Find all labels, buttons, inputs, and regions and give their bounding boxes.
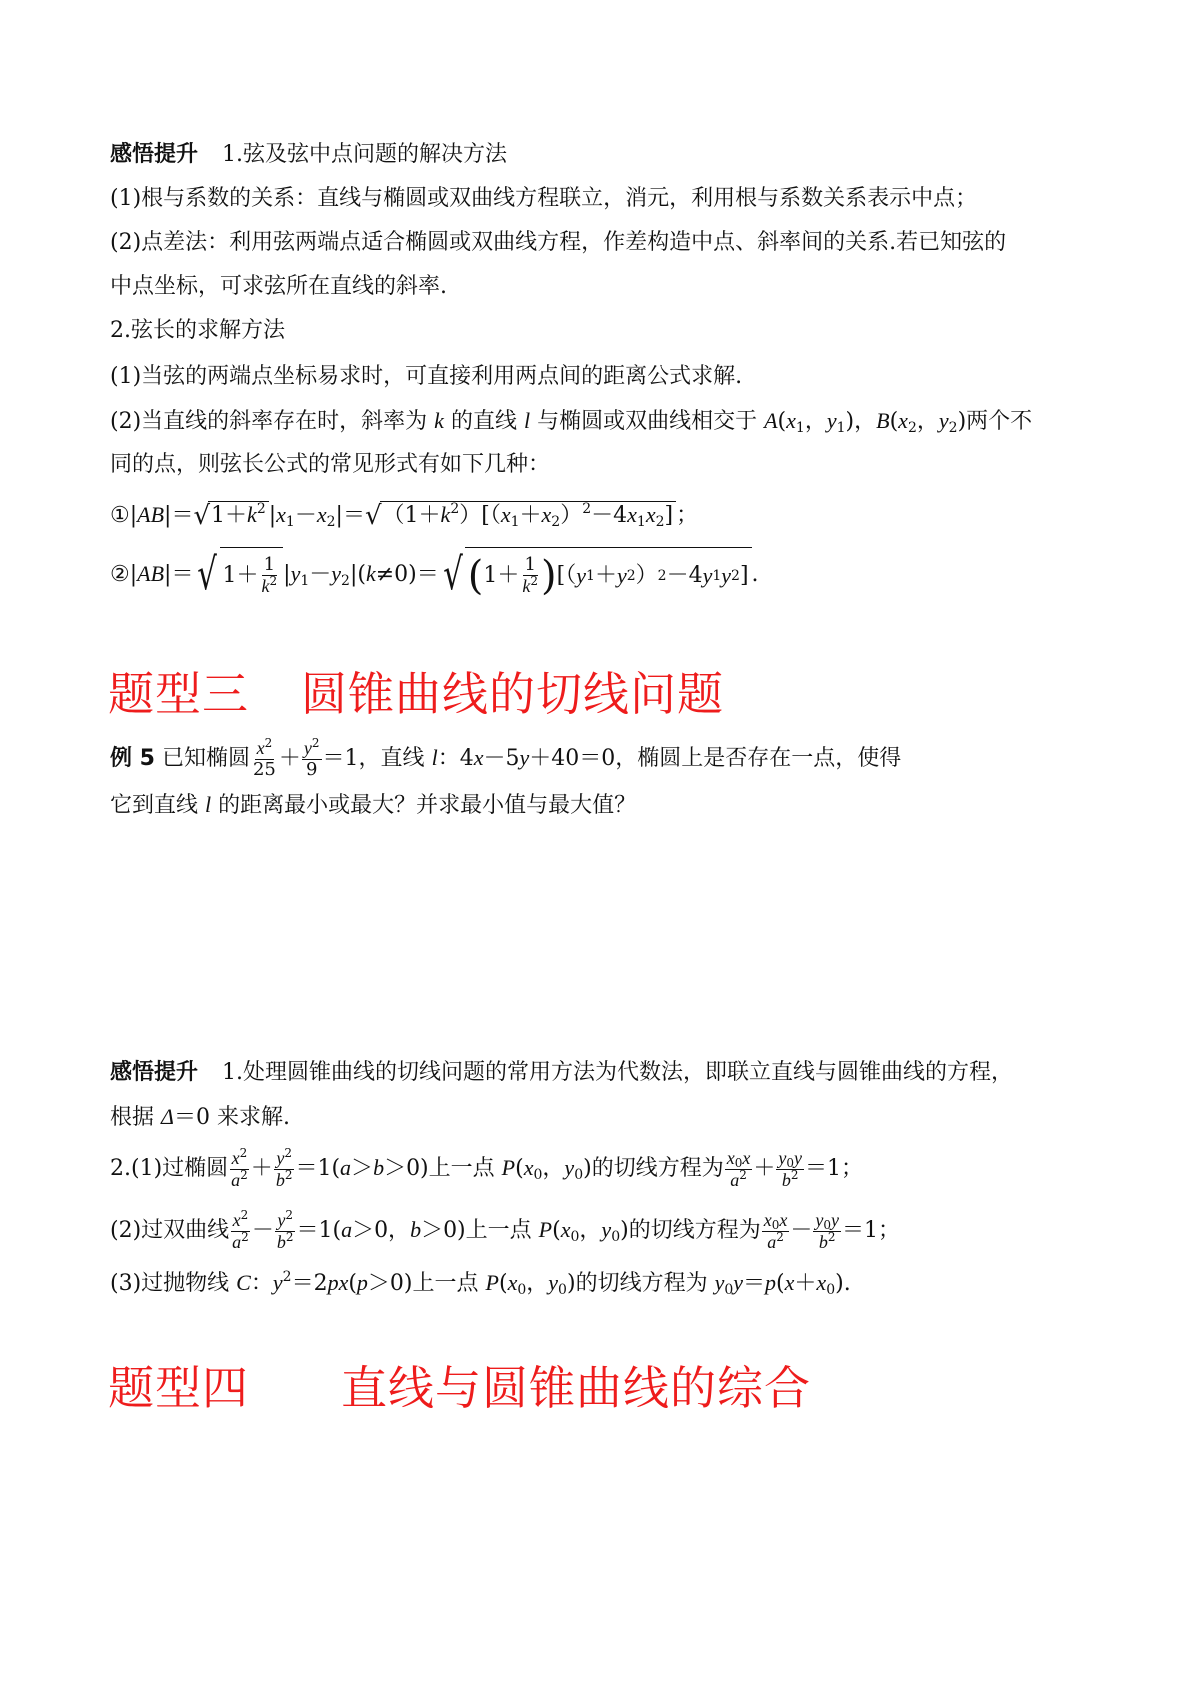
sqrt-sign: √ ( 1＋ $\frac{1}{k^2}$ ) [（ y 1 ＋ y 2 ） 2 －4 y 1 y 2 ] [439,547,752,603]
insight1-p5b: 同的点，则弦长公式的常见形式有如下几种： [110,452,551,477]
section4-title: 直线与圆锥曲线的综合 [341,1361,811,1415]
chord-formula-2: ②|AB|＝ √ 1＋ $\frac{1}{k^2}$ $|y_1-y_2|(k\ne 0)=$ √ ( 1＋ $\frac{1}{k^2}$ ) [（ y 1 ＋ y 2 ） 2 －4 y 1 y 2 ] . [110,546,1100,603]
insight2-line1: 感悟提升 1.处理圆锥曲线的切线问题的常用方法为代数法，即联立直线与圆锥曲线的方程， [110,1060,1014,1085]
insight1-p2a: (2)点差法：利用弦两端点适合椭圆或双曲线方程，作差构造中点、斜率间的关系.若已知弦的 [110,230,1007,255]
sqrt-sign: √ $(1+k^2)[(x_1+x_2)^2-4x_1x_2]$ [365,501,676,531]
sqrt-sign: √ 1＋ $\frac{1}{k^2}$ [193,547,283,603]
section4-prefix: 题型四 [108,1361,249,1415]
example5-label: 例 5 [110,746,155,771]
insight1-p4: (1)当弦的两端点坐标易求时，可直接利用两点间的距离公式求解. [110,364,743,389]
insight2-line2: 根据 Δ＝0 来求解. [110,1104,290,1130]
insight1-p1: (1)根与系数的关系：直线与椭圆或双曲线方程联立，消元，利用根与系数关系表示中点； [110,186,978,211]
insight2-line5: (3)过抛物线 C：$y^2=2px(p>0)$上一点 $P(x_0$，$y_0$)的切线方程为 $y_0y=p(x+x_0)$. [110,1269,851,1298]
insight2-line4: (2)过双曲线 $\frac{x^2}{a^2}$ － $\frac{y^2}{b^2}$ ＝1(a＞0，b＞0)上一点 $P(x_0$，$y_0$)的切线方程为 $\frac{x_0x}{a^2}$ － $\frac{y_0y}{b^2}$ ＝1； [110,1207,901,1252]
section3-heading [108,666,724,722]
insight1-heading-line [110,140,1100,170]
insight1-p5a: (2)当直线的斜率存在时，斜率为 k 的直线 l 与椭圆或双曲线相交于 $A(x_1$，$y_1$)，$B(x_2$，$y_2$)两个不 [110,408,1033,436]
section3-prefix: 题型三 [108,667,249,721]
insight1-p3: 2.弦长的求解方法 [110,318,285,343]
chord-formula-1: ①|AB|＝ √ $1+k^2$ $|x_1-x_2|=$ √ $(1+k^2)[(x_1+x_2)^2-4x_1x_2]$ ； [110,501,699,531]
sqrt-sign: √ $1+k^2$ [193,501,268,531]
insight2-line3: 2.(1)过椭圆 $\frac{x^2}{a^2}$ ＋ $\frac{y^2}{b^2}$ ＝1(a＞b＞0)上一点 $P(x_0$，$y_0$)的切线方程为 $\frac{x_0x}{a^2}$ ＋ $\frac{y_0y}{b^2}$ ＝1； [110,1145,864,1190]
example5-line1: 例 5 已知椭圆 $\frac{x^2}{25}$ ＋ $\frac{y^2}{9}$ ＝1，直线 l：4x－5y＋40＝0，椭圆上是否存在一点，使得 [110,736,902,780]
section4-heading [108,1360,811,1416]
insight2-label: 感悟提升 [110,1060,199,1085]
insight1-p2b: 中点坐标，可求弦所在直线的斜率. [110,274,447,299]
section3-title: 圆锥曲线的切线问题 [301,667,724,721]
insight1-title: 1.弦及弦中点问题的解决方法 [222,142,508,167]
insight1-label: 感悟提升 [110,142,199,167]
example5-line2: 它到直线 l 的距离最小或最大？并求最小值与最大值？ [110,792,637,818]
